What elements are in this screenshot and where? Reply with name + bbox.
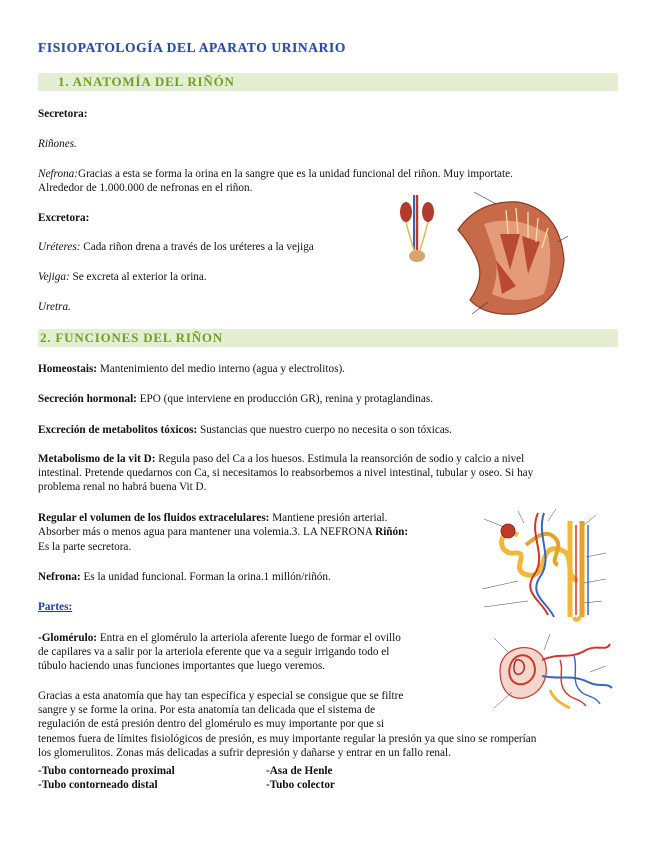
excretora-label: Excretora: [38, 212, 90, 224]
gracias-line-2: sangre y se forme la orina. Por esta anatomía tan delicada que el sistema de [38, 704, 376, 716]
volumen-line-2a: Absorber más o menos agua para mantener una volemia.3. LA NEFRONA [38, 526, 376, 538]
glomerulo-text-2: de capilares va a salir por la arteriola eferente que va a seguir irrigando todo el [38, 646, 390, 658]
list-item-tubo-distal: -Tubo contorneado distal [38, 779, 158, 791]
glomerulus-illustration [490, 630, 616, 714]
homeostasis-text: Mantenimiento del medio interno (agua y electrolitos). [97, 363, 345, 375]
gracias-line-5: los glomerulitos. Zonas más delicadas a sufrir depresión y dañarse y entrar en un fallo renal. [38, 747, 451, 759]
vejiga-text: Se excreta al exterior la orina. [69, 271, 207, 283]
glomerulo-text-1: Entra en el glomérulo la arteriola aferente luego de formar el ovillo [97, 632, 401, 644]
section-2-heading: 2. FUNCIONES DEL RIÑON [40, 330, 224, 345]
vejiga-label: Vejiga: [38, 271, 70, 283]
gracias-line-3: regulación de está presión dentro del glomérulo es muy importante por que si [38, 718, 385, 730]
excrecion-paragraph [38, 423, 452, 437]
section-1-heading: 1. ANATOMÍA DEL RIÑÓN [58, 74, 235, 89]
glomerulo-label: -Glomérulo: [38, 632, 98, 644]
nefrona-paragraph [38, 167, 513, 181]
secrecion-label: Secreción hormonal: [38, 393, 137, 405]
section-2-heading-bar [38, 329, 618, 347]
partes-link[interactable]: Partes: [38, 601, 73, 613]
homeostasis-label: Homeostais: [38, 363, 98, 375]
nefrona-label: Nefrona: [38, 168, 78, 180]
nefrona-text-2: Alrededor de 1.000.000 de nefronas en el riñon. [38, 182, 253, 194]
secrecion-paragraph [38, 392, 433, 406]
homeostasis-paragraph [38, 362, 345, 376]
nefrona-funcional-text: Es la unidad funcional. Forman la orina.1 millón/riñón. [80, 571, 331, 583]
document-title: FISIOPATOLOGÍA DEL APARATO URINARIO [38, 40, 346, 55]
volumen-paragraph [38, 511, 387, 525]
ureteres-paragraph [38, 240, 314, 254]
secretora-label: Secretora: [38, 108, 88, 120]
urinary-system-figure [400, 195, 434, 262]
section-1-heading-bar [38, 73, 618, 91]
volumen-line-2 [38, 525, 408, 539]
list-item-tubo-proximal: -Tubo contorneado proximal [38, 765, 175, 777]
vitd-label: Metabolismo de la vit D: [38, 453, 156, 465]
ureteres-label: Uréteres: [38, 241, 81, 253]
vitd-text-1: Regula paso del Ca a los huesos. Estimula la reansorción de sodio y calcio a nivel [155, 453, 525, 465]
vitd-text-3: problema renal no habrá buena Vit D. [38, 481, 207, 493]
rinones-text: Riñones. [38, 138, 77, 150]
list-item-asa-henle: -Asa de Henle [266, 765, 333, 777]
excrecion-text: Sustancias que nuestro cuerpo no necesita o son tóxicas. [197, 424, 452, 436]
volumen-line-3: Es la parte secretora. [38, 541, 132, 553]
gracias-line-1: Gracias a esta anatomía que hay tan específica y especial se consigue que se filtre [38, 690, 404, 702]
glomerulo-paragraph [38, 631, 401, 645]
volumen-text: Mantiene presión arterial. [269, 512, 388, 524]
vitd-paragraph [38, 452, 524, 466]
kidney-cross-section [458, 192, 568, 314]
vitd-text-2: intestinal. Pretende quedarnos con Ca, si necesitamos lo reabsorbemos a nivel intestinal, tubular y oseo. Si hay [38, 467, 534, 479]
nefrona-text-1: Gracias a esta se forma la orina en la sangre que es la unidad funcional del riñon. Muy importate. [77, 168, 513, 180]
volumen-label: Regular el volumen de los fluidos extracelulares: [38, 512, 270, 524]
secrecion-text: EPO (que interviene en producción GR), renina y protaglandinas. [136, 393, 433, 405]
kidney-anatomy-illustration [388, 190, 568, 320]
nefrona-funcional-label: Nefrona: [38, 571, 81, 583]
excrecion-label: Excreción de metabolitos tóxicos: [38, 424, 198, 436]
vejiga-paragraph [38, 270, 207, 284]
nephron-illustration [478, 505, 618, 627]
glomerulo-text-3: túbulo haciendo unas funciones importantes que luego veremos. [38, 660, 326, 672]
list-item-tubo-colector: -Tubo colector [266, 779, 335, 791]
gracias-line-4: tenemos fuera de límites fisiológicos de presión, es muy importante regular la presión ya que sino se romperían [38, 733, 537, 745]
ureteres-text: Cada riñon drena a través de los uréteres a la vejiga [80, 241, 314, 253]
uretra-text: Uretra. [38, 301, 71, 313]
nefrona-funcional-paragraph [38, 570, 331, 584]
rinon-label: Riñón: [375, 526, 409, 538]
